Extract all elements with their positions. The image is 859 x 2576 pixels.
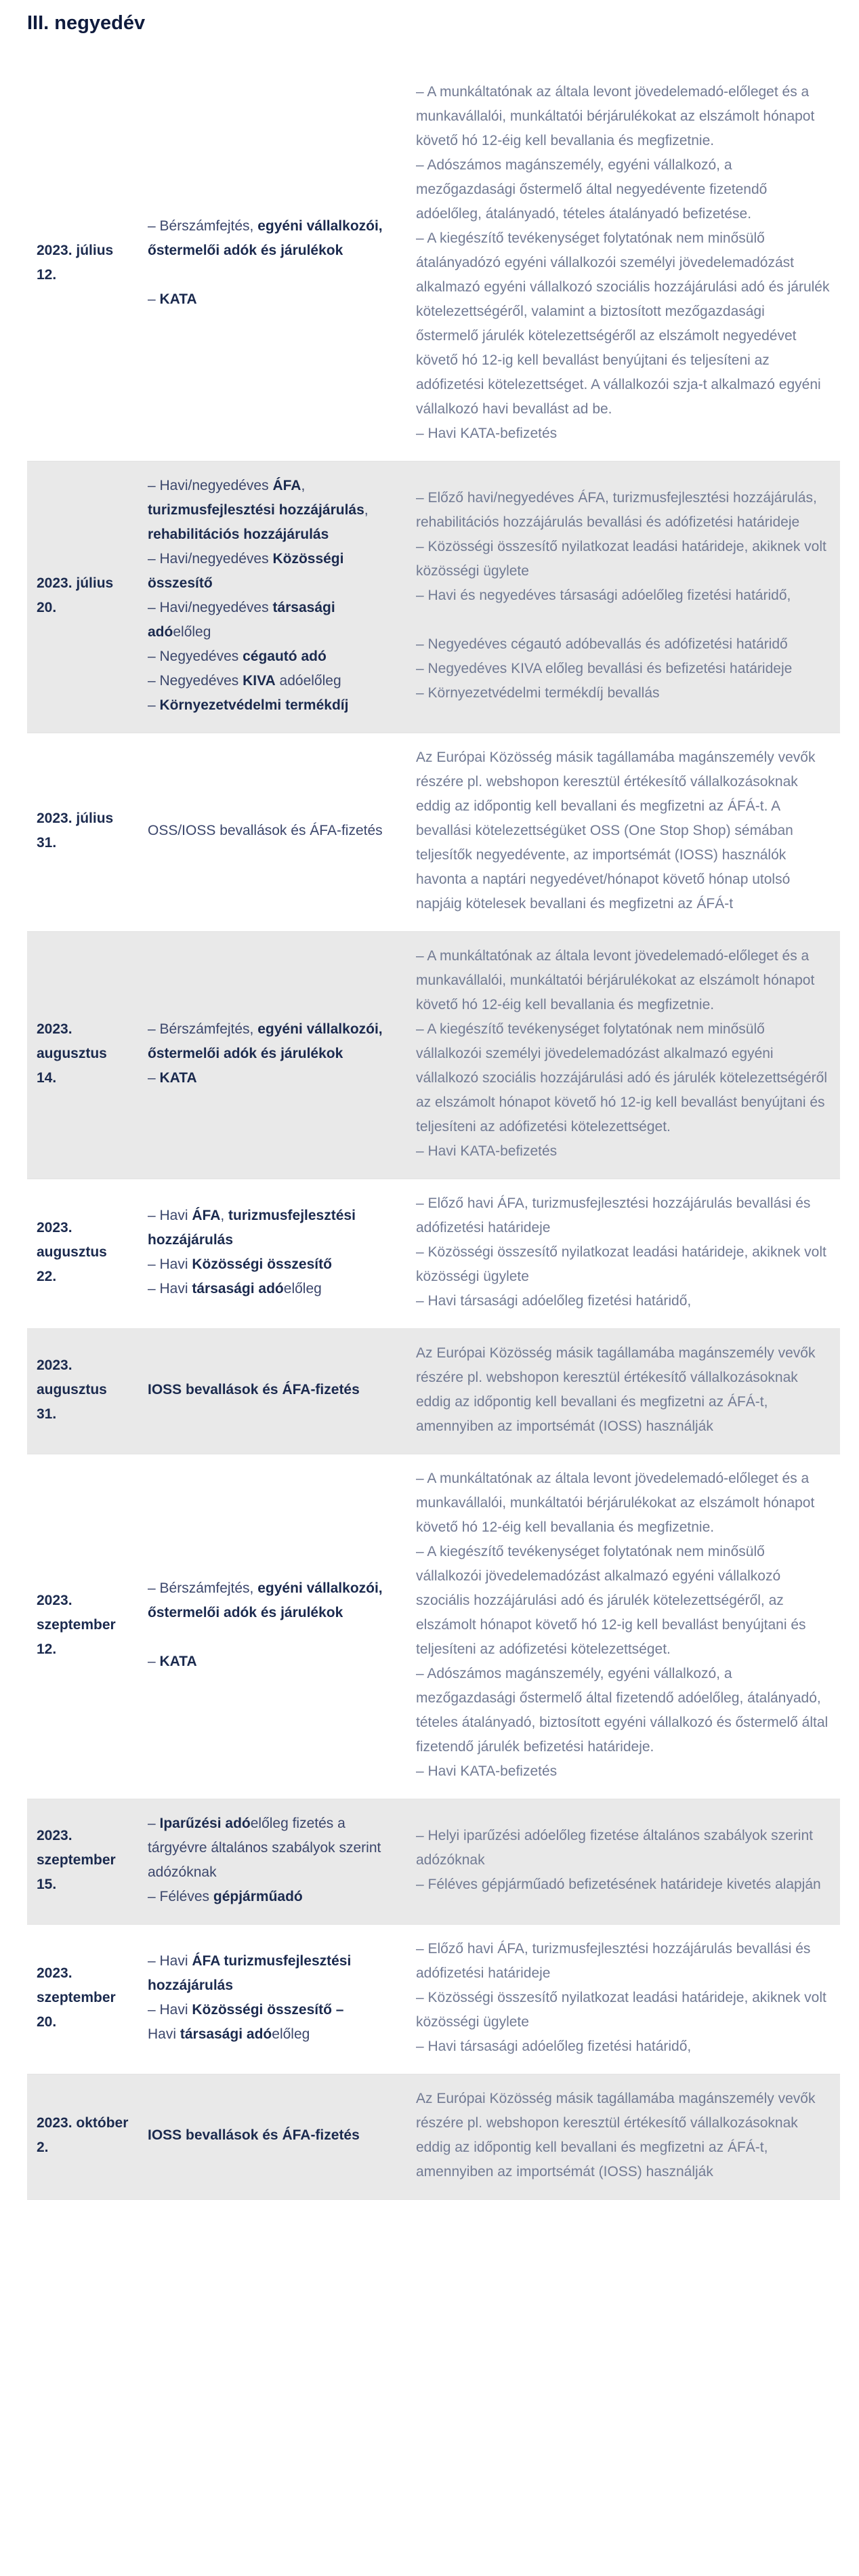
tax-type-keyword: társasági adó: [148, 600, 335, 640]
description-paragraph: – Adószámos magánszemély, egyéni vállalkozó, a mezőgazdasági őstermelő által negyedévente fizetendő adóelőleg, átalányadó, tételes átalányadó befizetése.: [416, 157, 768, 222]
tax-type: [138, 1179, 406, 1329]
description-paragraph: – Havi társasági adóelőleg fizetési határidő,: [416, 1293, 692, 1309]
deadline-description: [406, 1799, 840, 1925]
description-paragraph: – Havi KATA-befizetés: [416, 1763, 558, 1779]
tax-type-keyword: egyéni vállalkozói, őstermelői adók és járulékok: [148, 218, 383, 258]
description-paragraph: – A kiegészítő tevékenységet folytatónak nem minősülő vállalkozói jövedelemadózást alkalmazó egyéni vállalkozó szociális hozzájárulási adó és járulék kötelezettségéről, az elszámolt hónapot követő hó 12-ig kell bevallást benyújtani és teljesíteni az adófizetési kötelezettséget.: [416, 1544, 806, 1657]
deadline-description: [406, 1179, 840, 1329]
deadline-description: [406, 1925, 840, 2074]
tax-type-line: [148, 1949, 397, 1998]
deadline-date: 2023. augusztus 14.: [27, 932, 138, 1179]
tax-type-line: [148, 1650, 397, 1674]
tax-type-line: [148, 1277, 397, 1301]
tax-type-text: előleg: [283, 1281, 322, 1296]
tax-type-line: [148, 1576, 397, 1625]
tax-type-text: adóelőleg: [275, 673, 341, 689]
tax-type-text: Havi: [148, 2026, 180, 2042]
tax-type-line: [148, 1252, 397, 1277]
tax-type-text: ,: [220, 1208, 229, 1223]
description-paragraph: – Havi KATA-befizetés: [416, 426, 558, 441]
deadline-description: [406, 1329, 840, 1454]
tax-type: [138, 1454, 406, 1799]
deadline-date: 2023. augusztus 22.: [27, 1179, 138, 1329]
tax-type-line: [148, 693, 397, 718]
description-paragraph: – Közösségi összesítő nyilatkozat leadási határideje, akiknek volt közösségi ügylete: [416, 1244, 826, 1284]
deadline-description: [406, 462, 840, 733]
tax-type-line: [148, 547, 397, 596]
tax-type-keyword: ÁFA: [192, 1208, 221, 1223]
deadline-description: [406, 1454, 840, 1799]
tax-type-text: – Havi/negyedéves: [148, 478, 273, 493]
tax-type-text: –: [148, 1816, 160, 1831]
tax-type-line: [148, 645, 397, 669]
tax-type-text: – Bérszámfejtés,: [148, 1021, 258, 1037]
tax-type-text: – Havi: [148, 1208, 192, 1223]
tax-type: [138, 1799, 406, 1925]
tax-type-keyword: egyéni vállalkozói, őstermelői adók és járulékok: [148, 1580, 383, 1620]
description-paragraph: – A munkáltatónak az általa levont jövedelemadó-előleget és a munkavállalói, munkáltatói bérjárulékokat az elszámolt hónapot követő hó 12-éig kell bevallania és megfizetnie.: [416, 1471, 815, 1535]
tax-type-line: [148, 819, 397, 843]
tax-type-text: előleg fizetés a tárgyévre általános szabályok szerint adózóknak: [148, 1816, 381, 1880]
deadline-date: 2023. szeptember 12.: [27, 1454, 138, 1799]
tax-type-keyword: Közösségi összesítő: [192, 1256, 332, 1272]
table-row: [27, 1925, 840, 2074]
description-paragraph: – A munkáltatónak az általa levont jövedelemadó-előleget és a munkavállalói, munkáltatói bérjárulékokat az elszámolt hónapot követő hó 12-éig kell bevallania és megfizetnie.: [416, 948, 815, 1013]
tax-type-text: előleg: [173, 624, 211, 640]
table-row: [27, 1799, 840, 1925]
deadline-date: 2023. augusztus 31.: [27, 1329, 138, 1454]
description-paragraph: Az Európai Közösség másik tagállamába magánszemély vevők részére pl. webshopon keresztül értékesítő vállalkozásoknak eddig az időpontig kell bevallani és megfizetni az ÁFÁ-t, amennyiben az importsémát (IOSS) használják: [416, 1345, 816, 1434]
tax-type-keyword: turizmusfejlesztési hozzájárulás: [148, 1208, 356, 1248]
tax-type-text: – Negyedéves: [148, 649, 243, 664]
deadline-date: 2023. július 12.: [27, 68, 138, 462]
tax-type-keyword: Iparűzési adó: [159, 1816, 251, 1831]
description-paragraph: – Havi KATA-befizetés: [416, 1143, 558, 1159]
table-row: [27, 1329, 840, 1454]
description-paragraph: – Előző havi/negyedéves ÁFA, turizmusfejlesztési hozzájárulás, rehabilitációs hozzájárulás bevallási és adófizetési határideje: [416, 490, 817, 530]
tax-type-keyword: IOSS bevallások és ÁFA-fizetés: [148, 2127, 360, 2143]
tax-type-text: – Havi: [148, 1256, 192, 1272]
tax-type-text: – Havi: [148, 2002, 192, 2018]
tax-type-keyword: ÁFA: [272, 478, 301, 493]
tax-type-text: –: [148, 697, 160, 713]
tax-type-keyword: gépjárműadó: [213, 1889, 303, 1904]
tax-type: [138, 1329, 406, 1454]
description-paragraph: – Negyedéves cégautó adóbevallás és adófizetési határidő: [416, 636, 788, 652]
spacer: [148, 263, 397, 287]
tax-type-keyword: Közösségi összesítő: [148, 551, 344, 591]
description-paragraph: – Közösségi összesítő nyilatkozat leadási határideje, akiknek volt közösségi ügylete: [416, 1990, 826, 2030]
description-paragraph: – Előző havi ÁFA, turizmusfejlesztési hozzájárulás bevallási és adófizetési határideje: [416, 1941, 811, 1981]
tax-type-keyword: Közösségi összesítő –: [192, 2002, 344, 2018]
deadline-description: [406, 733, 840, 932]
tax-type-keyword: egyéni vállalkozói, őstermelői adók és járulékok: [148, 1021, 383, 1061]
deadline-date: 2023. július 31.: [27, 733, 138, 932]
tax-type-keyword: társasági adó: [192, 1281, 284, 1296]
deadline-description: [406, 2074, 840, 2200]
tax-type-text: – Féléves: [148, 1889, 213, 1904]
deadline-date: 2023. szeptember 15.: [27, 1799, 138, 1925]
tax-type-line: [148, 2123, 397, 2148]
tax-type-keyword: KATA: [159, 291, 197, 307]
tax-type-text: – Bérszámfejtés,: [148, 1580, 258, 1596]
tax-type-line: [148, 1066, 397, 1090]
description-paragraph: – Helyi iparűzési adóelőleg fizetése általános szabályok szerint adózóknak: [416, 1828, 813, 1868]
tax-type: [138, 68, 406, 462]
description-paragraph: – Havi társasági adóelőleg fizetési határidő,: [416, 2039, 692, 2054]
tax-type-text: –: [148, 1070, 160, 1086]
tax-type-line: [148, 214, 397, 263]
deadline-table: [27, 68, 840, 2200]
table-row: [27, 2074, 840, 2200]
spacer: [416, 608, 831, 632]
deadline-date: 2023. október 2.: [27, 2074, 138, 2200]
description-paragraph: – A munkáltatónak az általa levont jövedelemadó-előleget és a munkavállalói, munkáltatói bérjárulékokat az elszámolt hónapot követő hó 12-éig kell bevallania és megfizetnie.: [416, 84, 815, 148]
tax-type-text: –: [148, 1654, 160, 1669]
description-paragraph: – Előző havi ÁFA, turizmusfejlesztési hozzájárulás bevallási és adófizetési határideje: [416, 1195, 811, 1235]
tax-type: [138, 932, 406, 1179]
description-paragraph: – Közösségi összesítő nyilatkozat leadási határideje, akiknek volt közösségi ügylete: [416, 539, 826, 579]
tax-type: [138, 2074, 406, 2200]
tax-type-text: ,: [301, 478, 306, 493]
tax-type-keyword: turizmusfejlesztési hozzájárulás: [148, 502, 364, 518]
description-paragraph: – A kiegészítő tevékenységet folytatónak nem minősülő vállalkozói személyi jövedelemadózást alkalmazó egyéni vállalkozó szociális hozzájárulási adó és járulék kötelezettségéről az elszámolt hónapot követő hó 12-ig kell bevallást benyújtani és teljesíteni az adófizetési kötelezettséget.: [416, 1021, 827, 1134]
tax-type-keyword: KATA: [159, 1654, 197, 1669]
description-paragraph: – A kiegészítő tevékenységet folytatónak nem minősülő átalányadózó egyéni vállalkozói személyi jövedelemadózást alkalmazó egyéni vállalkozó szociális hozzájárulási adó és járulék kötelezettségéről, valamint a biztosított mezőgazdasági őstermelő járulék kötelezettségéről az elszámolt negyedévet követő hó 12-ig kell bevallást benyújtani és teljesíteni az adófizetési kötelezettséget. A vállalkozói szja-t alkalmazó egyéni vállalkozó havi bevallást ad be.: [416, 230, 830, 417]
deadline-date: 2023. július 20.: [27, 462, 138, 733]
tax-type-keyword: KIVA: [243, 673, 276, 689]
table-row: [27, 733, 840, 932]
table-row: [27, 1454, 840, 1799]
description-paragraph: – Féléves gépjárműadó befizetésének határideje kivetés alapján: [416, 1877, 821, 1892]
description-paragraph: Az Európai Közösség másik tagállamába magánszemély vevők részére pl. webshopon keresztül értékesítő vállalkozásoknak eddig az időpontig kell bevallani és megfizetni az ÁFÁ-t. A bevallási kötelezettségüket OSS (One Stop Shop) sémában teljesítők negyedévente, az importsémát (IOSS) használók havonta a naptári negyedévet/hónapot követő hónap utolsó napjáig kötelesek bevallani és megfizetni az ÁFÁ-t: [416, 750, 816, 912]
description-paragraph: – Adószámos magánszemély, egyéni vállalkozó, a mezőgazdasági őstermelő által fizetendő adóelőleg, átalányadó, tételes átalányadó, biztosított egyéni vállalkozó és őstermelő által fizetendő járulék befizetési határideje.: [416, 1666, 829, 1755]
tax-type-text: előleg: [272, 2026, 310, 2042]
description-paragraph: – Havi és negyedéves társasági adóelőleg fizetési határidő,: [416, 588, 791, 603]
tax-type-line: [148, 287, 397, 312]
tax-type-text: – Bérszámfejtés,: [148, 218, 258, 234]
table-row: [27, 1179, 840, 1329]
table-row: [27, 932, 840, 1179]
deadline-date: 2023. szeptember 20.: [27, 1925, 138, 2074]
tax-type-text: ,: [364, 502, 369, 518]
tax-type-line: [148, 1204, 397, 1252]
tax-type-keyword: ÁFA turizmusfejlesztési hozzájárulás: [148, 1953, 352, 1993]
tax-type-keyword: társasági adó: [180, 2026, 272, 2042]
section-title: III. negyedév: [27, 12, 146, 34]
tax-type-text: – Havi: [148, 1281, 192, 1296]
tax-type-text: –: [148, 291, 160, 307]
table-row: [27, 462, 840, 733]
tax-type-line: [148, 474, 397, 547]
tax-type-text: – Havi/negyedéves: [148, 551, 273, 567]
description-paragraph: – Környezetvédelmi termékdíj bevallás: [416, 685, 660, 701]
description-paragraph: – Negyedéves KIVA előleg bevallási és befizetési határideje: [416, 661, 793, 676]
tax-type-keyword: IOSS bevallások és ÁFA-fizetés: [148, 1382, 360, 1397]
tax-type-keyword: rehabilitációs hozzájárulás: [148, 527, 329, 542]
tax-type-line: [148, 1017, 397, 1066]
tax-type-line: [148, 669, 397, 693]
table-row: [27, 68, 840, 462]
deadline-description: [406, 68, 840, 462]
tax-type-line: [148, 2022, 397, 2047]
tax-type: [138, 1925, 406, 2074]
tax-type-keyword: Környezetvédelmi termékdíj: [159, 697, 349, 713]
tax-type-keyword: KATA: [159, 1070, 197, 1086]
deadline-description: [406, 932, 840, 1179]
tax-type-line: [148, 1885, 397, 1909]
tax-type-line: [148, 596, 397, 645]
tax-type-keyword: cégautó adó: [243, 649, 327, 664]
tax-type: [138, 733, 406, 932]
tax-type-text: – Negyedéves: [148, 673, 243, 689]
tax-type-line: [148, 1998, 397, 2022]
tax-type-line: [148, 1378, 397, 1402]
tax-type-text: – Havi/negyedéves: [148, 600, 273, 615]
tax-type-text: – Havi: [148, 1953, 192, 1969]
spacer: [148, 1625, 397, 1650]
tax-type-line: [148, 1812, 397, 1885]
description-paragraph: Az Európai Közösség másik tagállamába magánszemély vevők részére pl. webshopon keresztül értékesítő vállalkozásoknak eddig az időpontig kell bevallani és megfizetni az ÁFÁ-t, amennyiben az importsémát (IOSS) használják: [416, 2091, 816, 2180]
tax-type: [138, 462, 406, 733]
tax-type-text: OSS/IOSS bevallások és ÁFA-fizetés: [148, 823, 383, 838]
